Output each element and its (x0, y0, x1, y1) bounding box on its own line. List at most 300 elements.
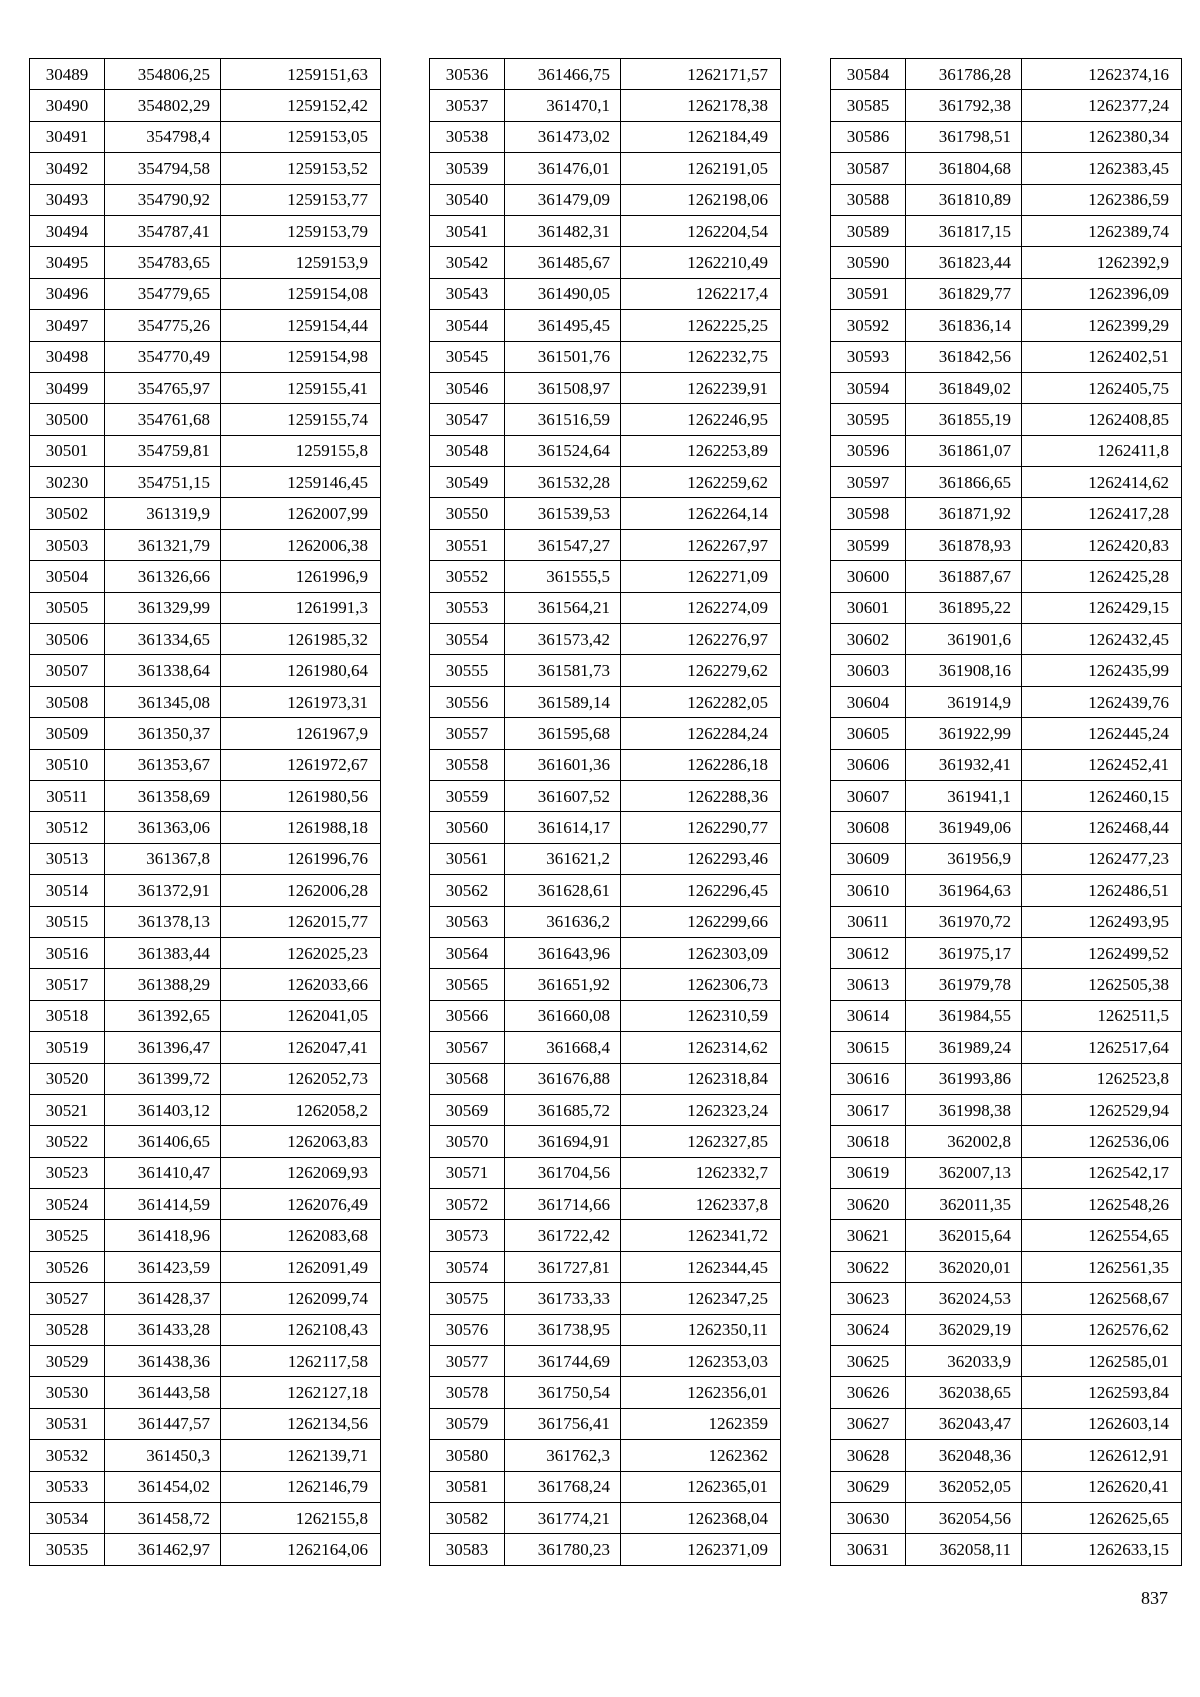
x-coordinate-cell: 361345,08 (105, 686, 221, 717)
point-id-cell: 30630 (831, 1502, 906, 1533)
point-id-cell: 30553 (430, 592, 505, 623)
table-row (831, 1220, 1182, 1251)
point-id-cell: 30560 (430, 812, 505, 843)
table-row (30, 655, 381, 686)
point-id-cell: 30586 (831, 121, 906, 152)
y-coordinate-cell: 1259153,52 (221, 153, 381, 184)
x-coordinate-cell: 361738,95 (505, 1314, 621, 1345)
table-row (430, 404, 781, 435)
x-coordinate-cell: 362038,65 (906, 1377, 1022, 1408)
x-coordinate-cell: 361836,14 (906, 310, 1022, 341)
x-coordinate-cell: 361685,72 (505, 1094, 621, 1125)
y-coordinate-cell: 1262288,36 (621, 780, 781, 811)
table-row (30, 215, 381, 246)
point-id-cell: 30614 (831, 1000, 906, 1031)
table-row (430, 247, 781, 278)
point-id-cell: 30526 (30, 1251, 105, 1282)
table-row (30, 467, 381, 498)
x-coordinate-cell: 361922,99 (906, 718, 1022, 749)
y-coordinate-cell: 1262380,34 (1022, 121, 1182, 152)
point-id-cell: 30631 (831, 1534, 906, 1565)
point-id-cell: 30556 (430, 686, 505, 717)
x-coordinate-cell: 361975,17 (906, 937, 1022, 968)
x-coordinate-cell: 361756,41 (505, 1408, 621, 1439)
table-row (831, 1251, 1182, 1282)
y-coordinate-cell: 1262523,8 (1022, 1063, 1182, 1094)
table-row (430, 372, 781, 403)
x-coordinate-cell: 361607,52 (505, 780, 621, 811)
table-row (430, 184, 781, 215)
y-coordinate-cell: 1262620,41 (1022, 1471, 1182, 1502)
x-coordinate-cell: 361941,1 (906, 780, 1022, 811)
x-coordinate-cell: 361668,4 (505, 1032, 621, 1063)
table-row (30, 592, 381, 623)
y-coordinate-cell: 1262108,43 (221, 1314, 381, 1345)
x-coordinate-cell: 362043,47 (906, 1408, 1022, 1439)
point-id-cell: 30599 (831, 529, 906, 560)
y-coordinate-cell: 1262310,59 (621, 1000, 781, 1031)
x-coordinate-cell: 362007,13 (906, 1157, 1022, 1188)
point-id-cell: 30595 (831, 404, 906, 435)
table-row (430, 592, 781, 623)
point-id-cell: 30536 (430, 59, 505, 90)
point-id-cell: 30583 (430, 1534, 505, 1565)
table-row (30, 1251, 381, 1282)
x-coordinate-cell: 361350,37 (105, 718, 221, 749)
point-id-cell: 30523 (30, 1157, 105, 1188)
x-coordinate-cell: 361914,9 (906, 686, 1022, 717)
x-coordinate-cell: 361871,92 (906, 498, 1022, 529)
point-id-cell: 30496 (30, 278, 105, 309)
point-id-cell: 30574 (430, 1251, 505, 1282)
point-id-cell: 30562 (430, 875, 505, 906)
point-id-cell: 30559 (430, 780, 505, 811)
point-id-cell: 30520 (30, 1063, 105, 1094)
point-id-cell: 30606 (831, 749, 906, 780)
y-coordinate-cell: 1259151,63 (221, 59, 381, 90)
point-id-cell: 30537 (430, 90, 505, 121)
x-coordinate-cell: 361829,77 (906, 278, 1022, 309)
y-coordinate-cell: 1261967,9 (221, 718, 381, 749)
point-id-cell: 30585 (831, 90, 906, 121)
y-coordinate-cell: 1262006,38 (221, 529, 381, 560)
table-row (430, 467, 781, 498)
table-row (430, 812, 781, 843)
table-row (831, 1283, 1182, 1314)
x-coordinate-cell: 361823,44 (906, 247, 1022, 278)
x-coordinate-cell: 361338,64 (105, 655, 221, 686)
table-row (831, 1471, 1182, 1502)
x-coordinate-cell: 361470,1 (505, 90, 621, 121)
x-coordinate-cell: 361490,05 (505, 278, 621, 309)
point-id-cell: 30512 (30, 812, 105, 843)
table-row (30, 937, 381, 968)
point-id-cell: 30602 (831, 624, 906, 655)
x-coordinate-cell: 361581,73 (505, 655, 621, 686)
y-coordinate-cell: 1262612,91 (1022, 1440, 1182, 1471)
point-id-cell: 30569 (430, 1094, 505, 1125)
x-coordinate-cell: 361866,65 (906, 467, 1022, 498)
point-id-cell: 30542 (430, 247, 505, 278)
table-row (430, 1502, 781, 1533)
table-row (30, 121, 381, 152)
x-coordinate-cell: 361855,19 (906, 404, 1022, 435)
table-row (430, 686, 781, 717)
y-coordinate-cell: 1262396,09 (1022, 278, 1182, 309)
x-coordinate-cell: 361399,72 (105, 1063, 221, 1094)
point-id-cell: 30601 (831, 592, 906, 623)
point-id-cell: 30527 (30, 1283, 105, 1314)
table-row (30, 969, 381, 1000)
x-coordinate-cell: 361396,47 (105, 1032, 221, 1063)
table-row (831, 780, 1182, 811)
x-coordinate-cell: 361462,97 (105, 1534, 221, 1565)
point-id-cell: 30499 (30, 372, 105, 403)
table-row (30, 1502, 381, 1533)
point-id-cell: 30548 (430, 435, 505, 466)
point-id-cell: 30625 (831, 1346, 906, 1377)
point-id-cell: 30539 (430, 153, 505, 184)
point-id-cell: 30580 (430, 1440, 505, 1471)
point-id-cell: 30522 (30, 1126, 105, 1157)
y-coordinate-cell: 1262383,45 (1022, 153, 1182, 184)
x-coordinate-cell: 354790,92 (105, 184, 221, 215)
x-coordinate-cell: 361501,76 (505, 341, 621, 372)
x-coordinate-cell: 362002,8 (906, 1126, 1022, 1157)
table-row (831, 624, 1182, 655)
table-row (30, 90, 381, 121)
table-row (430, 529, 781, 560)
y-coordinate-cell: 1262332,7 (621, 1157, 781, 1188)
x-coordinate-cell: 361367,8 (105, 843, 221, 874)
point-id-cell: 30524 (30, 1189, 105, 1220)
page-number: 837 (1141, 1588, 1168, 1608)
table-row (30, 1283, 381, 1314)
point-id-cell: 30605 (831, 718, 906, 749)
y-coordinate-cell: 1262486,51 (1022, 875, 1182, 906)
y-coordinate-cell: 1262353,03 (621, 1346, 781, 1377)
y-coordinate-cell: 1259155,41 (221, 372, 381, 403)
table-row (30, 843, 381, 874)
point-id-cell: 30505 (30, 592, 105, 623)
point-id-cell: 30581 (430, 1471, 505, 1502)
point-id-cell: 30495 (30, 247, 105, 278)
y-coordinate-cell: 1262232,75 (621, 341, 781, 372)
y-coordinate-cell: 1262548,26 (1022, 1189, 1182, 1220)
table-row (430, 1440, 781, 1471)
y-coordinate-cell: 1262314,62 (621, 1032, 781, 1063)
x-coordinate-cell: 361895,22 (906, 592, 1022, 623)
point-id-cell: 30518 (30, 1000, 105, 1031)
point-id-cell: 30627 (831, 1408, 906, 1439)
x-coordinate-cell: 361714,66 (505, 1189, 621, 1220)
table-row (831, 1032, 1182, 1063)
y-coordinate-cell: 1262347,25 (621, 1283, 781, 1314)
table-row (30, 1534, 381, 1565)
x-coordinate-cell: 361428,37 (105, 1283, 221, 1314)
y-coordinate-cell: 1262499,52 (1022, 937, 1182, 968)
table-row (831, 655, 1182, 686)
y-coordinate-cell: 1259154,08 (221, 278, 381, 309)
x-coordinate-cell: 361485,67 (505, 247, 621, 278)
x-coordinate-cell: 361466,75 (505, 59, 621, 90)
point-id-cell: 30535 (30, 1534, 105, 1565)
y-coordinate-cell: 1259153,9 (221, 247, 381, 278)
y-coordinate-cell: 1262264,14 (621, 498, 781, 529)
point-id-cell: 30230 (30, 467, 105, 498)
y-coordinate-cell: 1261991,3 (221, 592, 381, 623)
x-coordinate-cell: 362052,05 (906, 1471, 1022, 1502)
x-coordinate-cell: 362058,11 (906, 1534, 1022, 1565)
table-row (430, 906, 781, 937)
y-coordinate-cell: 1262191,05 (621, 153, 781, 184)
y-coordinate-cell: 1259155,8 (221, 435, 381, 466)
point-id-cell: 30500 (30, 404, 105, 435)
x-coordinate-cell: 361516,59 (505, 404, 621, 435)
point-id-cell: 30577 (430, 1346, 505, 1377)
point-id-cell: 30502 (30, 498, 105, 529)
y-coordinate-cell: 1259154,44 (221, 310, 381, 341)
point-id-cell: 30506 (30, 624, 105, 655)
table-row (831, 153, 1182, 184)
point-id-cell: 30533 (30, 1471, 105, 1502)
point-id-cell: 30567 (430, 1032, 505, 1063)
y-coordinate-cell: 1262253,89 (621, 435, 781, 466)
table-row (30, 184, 381, 215)
y-coordinate-cell: 1261996,9 (221, 561, 381, 592)
y-coordinate-cell: 1262425,28 (1022, 561, 1182, 592)
y-coordinate-cell: 1262178,38 (621, 90, 781, 121)
table-row (30, 749, 381, 780)
y-coordinate-cell: 1261980,56 (221, 780, 381, 811)
table-row (831, 529, 1182, 560)
table-row (831, 1126, 1182, 1157)
y-coordinate-cell: 1262025,23 (221, 937, 381, 968)
y-coordinate-cell: 1262561,35 (1022, 1251, 1182, 1282)
y-coordinate-cell: 1262445,24 (1022, 718, 1182, 749)
x-coordinate-cell: 362011,35 (906, 1189, 1022, 1220)
y-coordinate-cell: 1262392,9 (1022, 247, 1182, 278)
point-id-cell: 30493 (30, 184, 105, 215)
y-coordinate-cell: 1262505,38 (1022, 969, 1182, 1000)
x-coordinate-cell: 361589,14 (505, 686, 621, 717)
x-coordinate-cell: 361418,96 (105, 1220, 221, 1251)
x-coordinate-cell: 361956,9 (906, 843, 1022, 874)
y-coordinate-cell: 1262155,8 (221, 1502, 381, 1533)
point-id-cell: 30568 (430, 1063, 505, 1094)
point-id-cell: 30552 (430, 561, 505, 592)
table-row (430, 843, 781, 874)
x-coordinate-cell: 361353,67 (105, 749, 221, 780)
point-id-cell: 30545 (430, 341, 505, 372)
y-coordinate-cell: 1262259,62 (621, 467, 781, 498)
point-id-cell: 30597 (831, 467, 906, 498)
table-row (30, 435, 381, 466)
y-coordinate-cell: 1262625,65 (1022, 1502, 1182, 1533)
y-coordinate-cell: 1262439,76 (1022, 686, 1182, 717)
table-row (30, 404, 381, 435)
point-id-cell: 30575 (430, 1283, 505, 1314)
x-coordinate-cell: 354775,26 (105, 310, 221, 341)
y-coordinate-cell: 1262411,8 (1022, 435, 1182, 466)
x-coordinate-cell: 361414,59 (105, 1189, 221, 1220)
x-coordinate-cell: 361651,92 (505, 969, 621, 1000)
table-row (831, 1157, 1182, 1188)
x-coordinate-cell: 361727,81 (505, 1251, 621, 1282)
y-coordinate-cell: 1262299,66 (621, 906, 781, 937)
x-coordinate-cell: 361792,38 (906, 90, 1022, 121)
table-row (831, 937, 1182, 968)
table-row (831, 310, 1182, 341)
point-id-cell: 30598 (831, 498, 906, 529)
table-row (831, 592, 1182, 623)
table-row (30, 1157, 381, 1188)
table-row (831, 1189, 1182, 1220)
y-coordinate-cell: 1262633,15 (1022, 1534, 1182, 1565)
point-id-cell: 30497 (30, 310, 105, 341)
x-coordinate-cell: 361524,64 (505, 435, 621, 466)
point-id-cell: 30538 (430, 121, 505, 152)
y-coordinate-cell: 1262365,01 (621, 1471, 781, 1502)
y-coordinate-cell: 1262146,79 (221, 1471, 381, 1502)
y-coordinate-cell: 1262377,24 (1022, 90, 1182, 121)
table-row (430, 624, 781, 655)
table-row (831, 812, 1182, 843)
y-coordinate-cell: 1262414,62 (1022, 467, 1182, 498)
y-coordinate-cell: 1262386,59 (1022, 184, 1182, 215)
x-coordinate-cell: 361970,72 (906, 906, 1022, 937)
x-coordinate-cell: 362020,01 (906, 1251, 1022, 1282)
table-row (30, 341, 381, 372)
table-row (30, 906, 381, 937)
x-coordinate-cell: 361762,3 (505, 1440, 621, 1471)
point-id-cell: 30623 (831, 1283, 906, 1314)
point-id-cell: 30540 (430, 184, 505, 215)
point-id-cell: 30626 (831, 1377, 906, 1408)
y-coordinate-cell: 1261985,32 (221, 624, 381, 655)
x-coordinate-cell: 361423,59 (105, 1251, 221, 1282)
x-coordinate-cell: 361403,12 (105, 1094, 221, 1125)
x-coordinate-cell: 361319,9 (105, 498, 221, 529)
y-coordinate-cell: 1262429,15 (1022, 592, 1182, 623)
table-row (831, 1314, 1182, 1345)
y-coordinate-cell: 1262356,01 (621, 1377, 781, 1408)
y-coordinate-cell: 1262139,71 (221, 1440, 381, 1471)
y-coordinate-cell: 1262091,49 (221, 1251, 381, 1282)
y-coordinate-cell: 1262536,06 (1022, 1126, 1182, 1157)
x-coordinate-cell: 361392,65 (105, 1000, 221, 1031)
point-id-cell: 30514 (30, 875, 105, 906)
y-coordinate-cell: 1262274,09 (621, 592, 781, 623)
table-row (831, 1377, 1182, 1408)
x-coordinate-cell: 361433,28 (105, 1314, 221, 1345)
x-coordinate-cell: 361842,56 (906, 341, 1022, 372)
point-id-cell: 30615 (831, 1032, 906, 1063)
x-coordinate-cell: 361358,69 (105, 780, 221, 811)
table-row (430, 969, 781, 1000)
point-id-cell: 30617 (831, 1094, 906, 1125)
point-id-cell: 30592 (831, 310, 906, 341)
x-coordinate-cell: 361447,57 (105, 1408, 221, 1439)
x-coordinate-cell: 361932,41 (906, 749, 1022, 780)
table-row (430, 749, 781, 780)
table-row (831, 1000, 1182, 1031)
point-id-cell: 30509 (30, 718, 105, 749)
x-coordinate-cell: 354794,58 (105, 153, 221, 184)
point-id-cell: 30616 (831, 1063, 906, 1094)
table-row (430, 341, 781, 372)
y-coordinate-cell: 1259153,05 (221, 121, 381, 152)
table-row (831, 906, 1182, 937)
x-coordinate-cell: 361508,97 (505, 372, 621, 403)
table-row (430, 1157, 781, 1188)
y-coordinate-cell: 1262286,18 (621, 749, 781, 780)
x-coordinate-cell: 354765,97 (105, 372, 221, 403)
x-coordinate-cell: 361601,36 (505, 749, 621, 780)
y-coordinate-cell: 1262210,49 (621, 247, 781, 278)
point-id-cell: 30578 (430, 1377, 505, 1408)
point-id-cell: 30547 (430, 404, 505, 435)
coordinates-table-1 (29, 58, 381, 1566)
table-row (430, 1126, 781, 1157)
table-row (30, 247, 381, 278)
x-coordinate-cell: 361780,23 (505, 1534, 621, 1565)
table-row (30, 1189, 381, 1220)
table-row (831, 686, 1182, 717)
table-row (30, 498, 381, 529)
y-coordinate-cell: 1259154,98 (221, 341, 381, 372)
x-coordinate-cell: 361750,54 (505, 1377, 621, 1408)
table-row (30, 561, 381, 592)
x-coordinate-cell: 361547,27 (505, 529, 621, 560)
point-id-cell: 30571 (430, 1157, 505, 1188)
point-id-cell: 30530 (30, 1377, 105, 1408)
x-coordinate-cell: 361372,91 (105, 875, 221, 906)
y-coordinate-cell: 1262327,85 (621, 1126, 781, 1157)
point-id-cell: 30546 (430, 372, 505, 403)
y-coordinate-cell: 1262083,68 (221, 1220, 381, 1251)
point-id-cell: 30549 (430, 467, 505, 498)
point-id-cell: 30611 (831, 906, 906, 937)
table-row (430, 937, 781, 968)
table-row (831, 215, 1182, 246)
y-coordinate-cell: 1261972,67 (221, 749, 381, 780)
y-coordinate-cell: 1262568,67 (1022, 1283, 1182, 1314)
y-coordinate-cell: 1262127,18 (221, 1377, 381, 1408)
y-coordinate-cell: 1262204,54 (621, 215, 781, 246)
x-coordinate-cell: 361636,2 (505, 906, 621, 937)
x-coordinate-cell: 362024,53 (906, 1283, 1022, 1314)
y-coordinate-cell: 1262408,85 (1022, 404, 1182, 435)
table-row (831, 435, 1182, 466)
point-id-cell: 30596 (831, 435, 906, 466)
x-coordinate-cell: 362029,19 (906, 1314, 1022, 1345)
point-id-cell: 30566 (430, 1000, 505, 1031)
table-row (831, 1440, 1182, 1471)
table-row (430, 718, 781, 749)
x-coordinate-cell: 361949,06 (906, 812, 1022, 843)
y-coordinate-cell: 1259152,42 (221, 90, 381, 121)
table-row (430, 875, 781, 906)
x-coordinate-cell: 361804,68 (906, 153, 1022, 184)
x-coordinate-cell: 361849,02 (906, 372, 1022, 403)
table-row (831, 969, 1182, 1000)
y-coordinate-cell: 1262099,74 (221, 1283, 381, 1314)
x-coordinate-cell: 361454,02 (105, 1471, 221, 1502)
point-id-cell: 30501 (30, 435, 105, 466)
table-row (30, 1440, 381, 1471)
x-coordinate-cell: 361878,93 (906, 529, 1022, 560)
